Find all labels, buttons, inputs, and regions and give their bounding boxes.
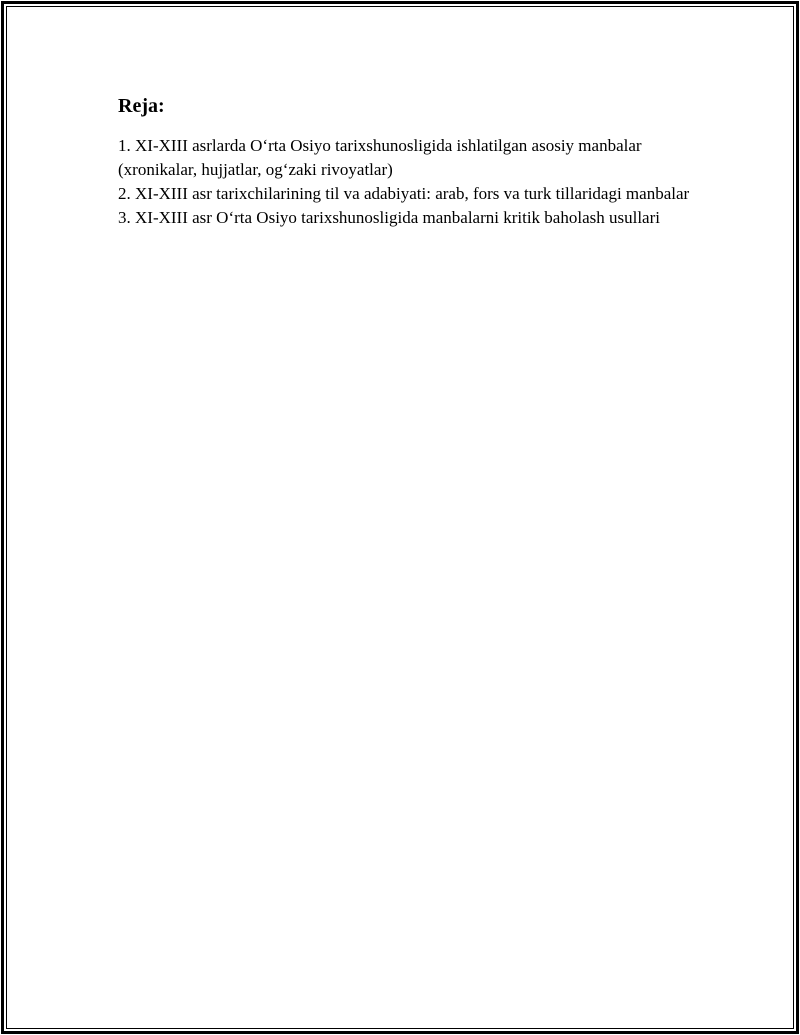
plan-heading: Reja:	[118, 95, 165, 117]
plan-item-2: 2. XI-XIII asr tarixchilarining til va adabiyati: arab, fors va turk tillaridagi manbalar	[118, 184, 690, 203]
plan-list	[118, 134, 698, 230]
plan-item-3: 3. XI-XIII asr O‘rta Osiyo tarixshunosligida manbalarni kritik baholash usullari	[118, 208, 660, 227]
document-content	[118, 94, 698, 230]
plan-item-1: 1. XI-XIII asrlarda O‘rta Osiyo tarixshunosligida ishlatilgan asosiy manbalar (xronikalar, hujjatlar, og‘zaki rivoyatlar)	[118, 136, 642, 179]
